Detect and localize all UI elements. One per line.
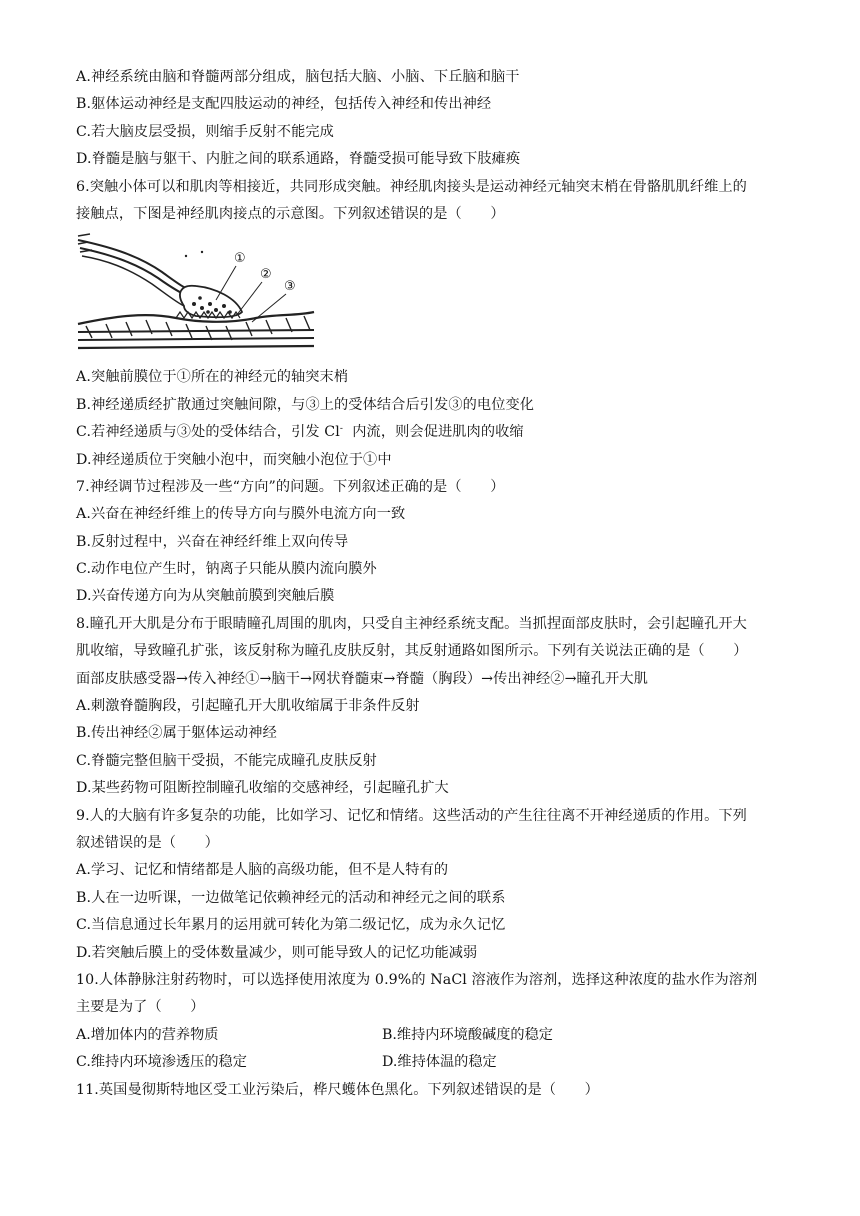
- q8-option-c: C.脊髓完整但脑干受损，不能完成瞳孔皮肤反射: [76, 752, 377, 769]
- q5-option-a: A.神经系统由脑和脊髓两部分组成，脑包括大脑、小脑、下丘脑和脑干: [76, 69, 520, 85]
- q10-option-a: A.增加体内的营养物质: [76, 1026, 219, 1043]
- figure-label-1: ①: [234, 251, 246, 267]
- q5-option-d: D.脊髓是脑与躯干、内脏之间的联系通路，脊髓受损可能导致下肢瘫痪: [76, 151, 521, 168]
- q9-stem-line2: 叙述错误的是（ ）: [76, 834, 219, 851]
- q9-option-c: C.当信息通过长年累月的运用就可转化为第二级记忆，成为永久记忆: [76, 917, 506, 934]
- q7-option-b: B.反射过程中，兴奋在神经纤维上双向传导: [76, 533, 349, 550]
- q10-stem-line2: 主要是为了（ ）: [76, 999, 205, 1016]
- q9-option-a: A.学习、记忆和情绪都是人脑的高级功能，但不是人特有的: [76, 862, 449, 879]
- q7-option-a: A.兴奋在神经纤维上的传导方向与膜外电流方向一致: [76, 506, 406, 523]
- q10-options-row-1: [76, 1022, 796, 1049]
- q8-option-b: B.传出神经②属于躯体运动神经: [76, 725, 277, 742]
- q6-stem-line1: 6.突触小体可以和肌肉等相接近，共同形成突触。神经肌肉接头是运动神经元轴突末梢在骨骼肌肌纤维上的: [76, 178, 747, 195]
- q8-option-d: D.某些药物可阻断控制瞳孔收缩的交感神经，引起瞳孔扩大: [76, 780, 449, 797]
- q6-stem-line2: 接触点，下图是神经肌肉接点的示意图。下列叙述错误的是（ ）: [76, 205, 505, 222]
- q6-option-a: A.突触前膜位于①所在的神经元的轴突末梢: [76, 369, 349, 386]
- q5-option-b: B.躯体运动神经是支配四肢运动的神经，包括传入神经和传出神经: [76, 96, 492, 113]
- q10-option-d: D.维持体温的稳定: [382, 1054, 497, 1071]
- q9-option-d: D.若突触后膜上的受体数量减少，则可能导致人的记忆功能减弱: [76, 944, 478, 961]
- figure-label-3: ③: [284, 279, 296, 295]
- q8-stem-line2: 肌收缩，导致瞳孔扩张，该反射称为瞳孔皮肤反射，其反射通路如图所示。下列有关说法正确的是（ ）: [76, 643, 748, 660]
- q6-option-c-pre: C.若神经递质与③处的受体结合，引发 Cl: [76, 424, 340, 441]
- q7-option-c: C.动作电位产生时，钠离子只能从膜内流向膜外: [76, 561, 377, 578]
- q8-option-a: A.刺激脊髓胸段，引起瞳孔开大肌收缩属于非条件反射: [76, 698, 420, 715]
- q10-stem-line1: 10.人体静脉注射药物时，可以选择使用浓度为 0.9%的 NaCl 溶液作为溶剂，选择这种浓度的盐水作为溶剂: [76, 971, 758, 988]
- q6-option-d: D.神经递质位于突触小泡中，而突触小泡位于①中: [76, 451, 392, 468]
- q6-option-c-post: 内流，则会促进肌肉的收缩: [343, 424, 524, 441]
- q10-options-row-2: [76, 1049, 796, 1076]
- q10-option-b: B.维持内环境酸碱度的稳定: [382, 1026, 553, 1043]
- q9-option-b: B.人在一边听课，一边做笔记依赖神经元的活动和神经元之间的联系: [76, 889, 506, 906]
- q6-option-c: [76, 419, 796, 446]
- q8-reflex-pathway: 面部皮肤感受器→传入神经①→脑干→网状脊髓束→脊髓（胸段）→传出神经②→瞳孔开大肌: [76, 670, 648, 687]
- q7-stem: 7.神经调节过程涉及一些“方向”的问题。下列叙述正确的是（ ）: [76, 478, 505, 495]
- q11-stem: 11.英国曼彻斯特地区受工业污染后，桦尺蠖体色黑化。下列叙述错误的是（ ）: [76, 1081, 599, 1098]
- exam-page: [76, 64, 796, 1104]
- figure-label-2: ②: [260, 267, 272, 283]
- q6-option-b: B.神经递质经扩散通过突触间隙，与③上的受体结合后引发③的电位变化: [76, 396, 535, 413]
- chloride-charge: -: [339, 424, 344, 435]
- neuromuscular-junction-figure: [76, 232, 796, 362]
- q8-stem-line1: 8.瞳孔开大肌是分布于眼睛瞳孔周围的肌肉，只受自主神经系统支配。当抓捏面部皮肤时，会引起瞳孔开大: [76, 615, 747, 632]
- q9-stem-line1: 9.人的大脑有许多复杂的功能，比如学习、记忆和情绪。这些活动的产生往往离不开神经递质的作用。下列: [76, 807, 747, 824]
- q10-option-c: C.维持内环境渗透压的稳定: [76, 1054, 247, 1071]
- q5-option-c: C.若大脑皮层受损，则缩手反射不能完成: [76, 123, 334, 140]
- q7-option-d: D.兴奋传递方向为从突触前膜到突触后膜: [76, 588, 335, 605]
